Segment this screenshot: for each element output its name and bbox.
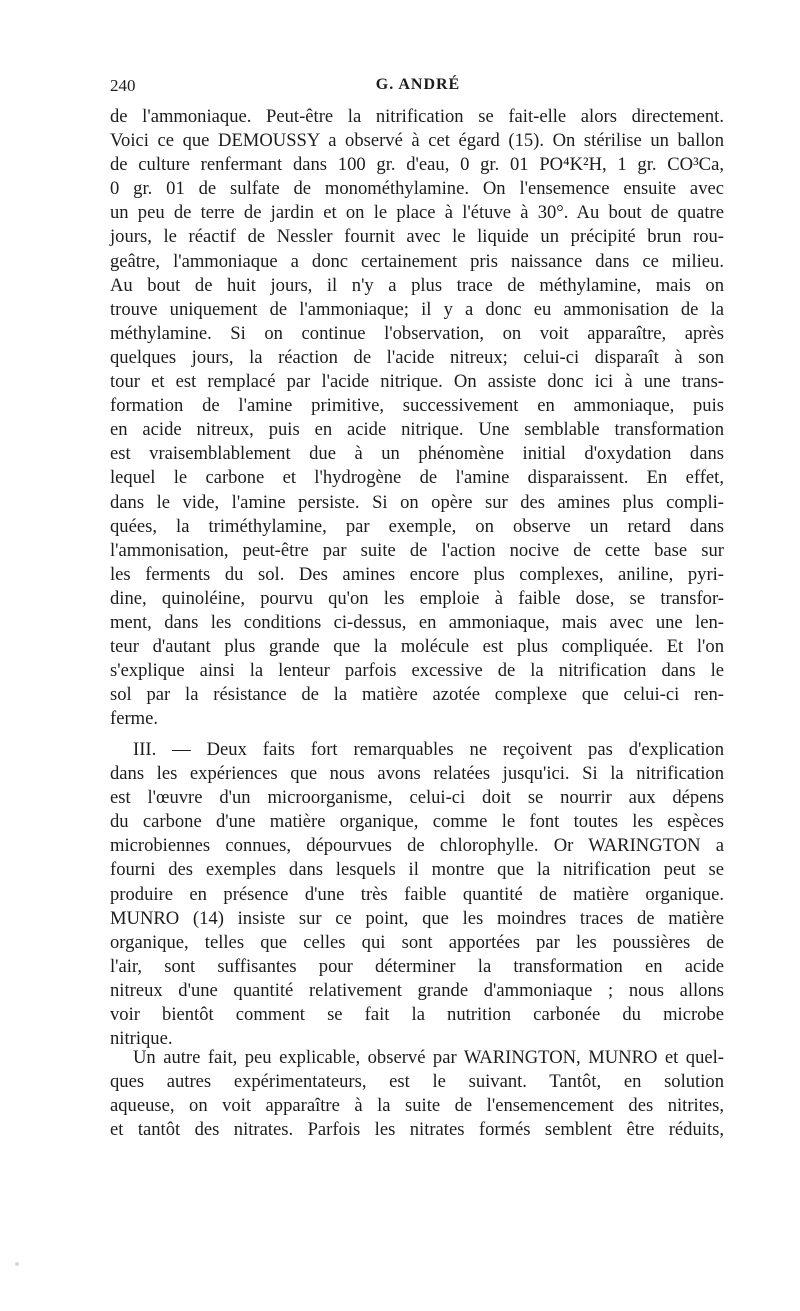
paragraph-ammonisation <box>110 105 724 731</box>
text-line: microbiennes connues, dépourvues de chlorophylle. Or WARINGTON a <box>110 835 724 857</box>
text-line: lequel le carbone et l'hydrogène de l'amine disparaissent. En effet, <box>110 467 724 489</box>
page-stain <box>15 1262 19 1266</box>
text-line: MUNRO (14) insiste sur ce point, que les moindres traces de matière <box>110 907 724 929</box>
text-line: formation de l'amine primitive, successivement en ammoniaque, puis <box>110 395 724 417</box>
text-line: dine, quinoléine, pourvu qu'on les emploie à faible dose, se transfor- <box>110 587 724 609</box>
text-line: geâtre, l'ammoniaque a donc certainement pris naissance dans ce milieu. <box>110 250 724 272</box>
paragraph-section-iii <box>110 738 724 1051</box>
text-line: du carbone d'une matière organique, comme le font toutes les espèces <box>110 811 724 833</box>
text-line: Voici ce que DEMOUSSY a observé à cet égard (15). On stérilise un ballon <box>110 130 724 152</box>
text-line: quées, la triméthylamine, par exemple, on observe un retard dans <box>110 515 724 537</box>
text-line: dans les expériences que nous avons relatées jusqu'ici. Si la nitrification <box>110 763 724 785</box>
text-line: organique, telles que celles qui sont apportées par les poussières de <box>110 931 724 953</box>
text-line: ferme. <box>110 708 159 730</box>
text-line: un peu de terre de jardin et on le place à l'étuve à 30°. Au bout de quatre <box>110 202 724 224</box>
text-line: fourni des exemples dans lesquels il montre que la nitrification peut se <box>110 859 724 881</box>
text-line: l'ammonisation, peut-être par suite de l'action nocive de cette base sur <box>110 539 724 561</box>
paragraph-autre-fait <box>110 1046 724 1142</box>
text-line: de l'ammoniaque. Peut-être la nitrification se fait-elle alors directement. <box>110 106 724 127</box>
text-line: sol par la résistance de la matière azotée complexe que celui-ci ren- <box>110 684 724 706</box>
text-line: nitrique. <box>110 1028 173 1050</box>
text-line: est vraisemblablement due à un phénomène initial d'oxydation dans <box>110 443 724 465</box>
text-line: de culture renfermant dans 100 gr. d'eau, 0 gr. 01 PO⁴K²H, 1 gr. CO³Ca, <box>110 154 724 176</box>
text-line: tour et est remplacé par l'acide nitrique. On assiste donc ici à une trans- <box>110 371 724 393</box>
text-line: Un autre fait, peu explicable, observé par WARINGTON, MUNRO et quel- <box>133 1047 724 1068</box>
text-line: Au bout de huit jours, il n'y a plus trace de méthylamine, mais on <box>110 274 724 296</box>
page-header <box>110 76 724 100</box>
text-line: quelques jours, la réaction de l'acide nitreux; celui-ci disparaît à son <box>110 346 724 368</box>
text-line: est l'œuvre d'un microorganisme, celui-ci doit se nourrir aux dépens <box>110 787 724 809</box>
text-line: méthylamine. Si on continue l'observation, on voit apparaître, après <box>110 322 724 344</box>
page-number: 240 <box>110 76 136 95</box>
text-line: 0 gr. 01 de sulfate de monométhylamine. On l'ensemence ensuite avec <box>110 178 724 200</box>
text-line: les ferments du sol. Des amines encore plus complexes, aniline, pyri- <box>110 563 724 585</box>
text-line: teur d'autant plus grande que la molécule est plus compliquée. Et l'on <box>110 636 724 658</box>
running-head: G. ANDRÉ <box>375 76 461 93</box>
text-line: III. — Deux faits fort remarquables ne reçoivent pas d'explication <box>133 739 724 760</box>
text-line: l'air, sont suffisantes pour déterminer la transformation en acide <box>110 955 724 977</box>
text-line: produire en présence d'une très faible quantité de matière organique. <box>110 883 724 905</box>
text-line: ment, dans les conditions ci-dessus, en ammoniaque, mais avec une len- <box>110 611 724 633</box>
text-line: voir bientôt comment se fait la nutrition carbonée du microbe <box>110 1004 724 1026</box>
text-line: s'explique ainsi la lenteur parfois excessive de la nitrification dans le <box>110 660 724 682</box>
text-line: ques autres expérimentateurs, est le suivant. Tantôt, en solution <box>110 1071 724 1093</box>
text-line: jours, le réactif de Nessler fournit avec le liquide un précipité brun rou- <box>110 226 724 248</box>
text-line: et tantôt des nitrates. Parfois les nitrates formés semblent être réduits, <box>110 1119 724 1141</box>
text-line: nitreux d'une quantité relativement grande d'ammoniaque ; nous allons <box>110 979 724 1001</box>
text-line: dans le vide, l'amine persiste. Si on opère sur des amines plus compli- <box>110 491 724 513</box>
text-line: en acide nitreux, puis en acide nitrique. Une semblable transformation <box>110 419 724 441</box>
text-line: trouve uniquement de l'ammoniaque; il y a donc eu ammonisation de la <box>110 298 724 320</box>
text-line: aqueuse, on voit apparaître à la suite de l'ensemencement des nitrites, <box>110 1095 724 1117</box>
